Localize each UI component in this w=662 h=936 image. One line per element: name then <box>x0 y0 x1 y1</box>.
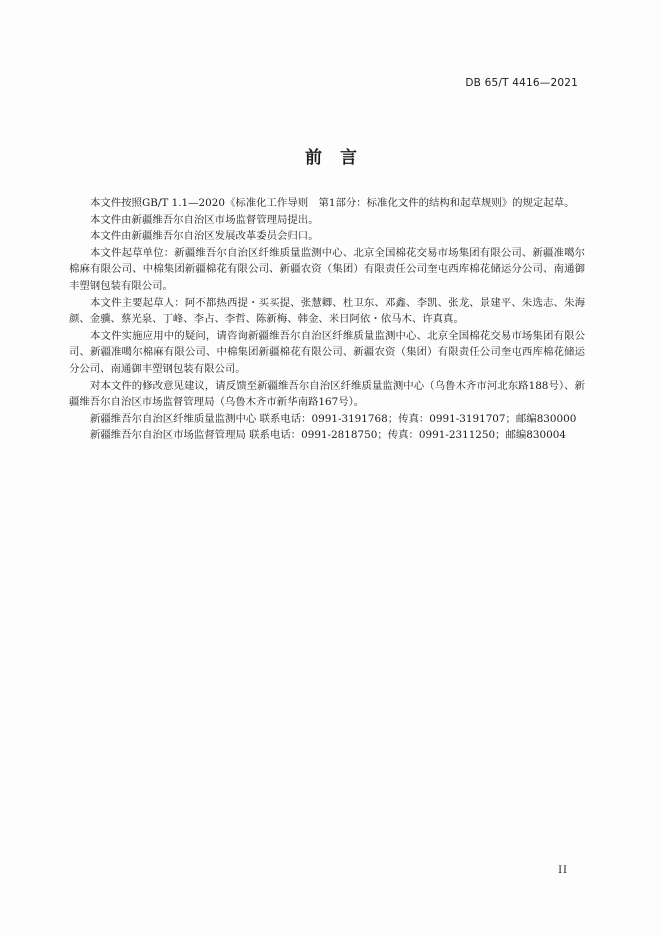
paragraph-proposer: 本文件由新疆维吾尔自治区市场监督管理局提出。 <box>90 213 319 226</box>
contact-line-fiber-center: 新疆维吾尔自治区纤维质量监测中心 联系电话：0991-3191768；传真：0991-3191707；邮编830000 <box>90 412 577 425</box>
page-number: II <box>558 865 568 876</box>
page-title: 前言 <box>305 148 375 168</box>
paragraph-drafters: 本文件主要起草人：阿不都热西提・买买提、张慧卿、杜卫东、邓鑫、李凯、张龙、景建平、朱选志、朱海颜、金骥、蔡光泉、丁峰、李占、李哲、陈新梅、韩金、米日阿依・依马木、许真真。 <box>69 296 585 326</box>
contact-line-market-bureau: 新疆维吾尔自治区市场监督管理局 联系电话：0991-2818750；传真：0991-2311250；邮编830004 <box>90 429 566 442</box>
paragraph-inquiries: 本文件实施应用中的疑问，请咨询新疆维吾尔自治区纤维质量监测中心、北京全国棉花交易市场集团有限公司、新疆准噶尔棉麻有限公司、中棉集团新疆棉花有限公司、新疆农资（集团）有限责任公司奎屯西库棉花储运分公司、南通御丰塑钢包装有限公司。 <box>69 329 585 375</box>
paragraph-drafting-basis: 本文件按照GB/T 1.1—2020《标准化工作导则 第1部分：标准化文件的结构和起草规则》的规定起草。 <box>90 197 575 209</box>
paragraph-centralized: 本文件由新疆维吾尔自治区发展改革委员会归口。 <box>90 230 319 243</box>
paragraph-drafting-units: 本文件起草单位：新疆维吾尔自治区纤维质量监测中心、北京全国棉花交易市场集团有限公司、新疆准噶尔棉麻有限公司、中棉集团新疆棉花有限公司、新疆农资（集团）有限责任公司奎屯西库棉花储运分公司、南通御丰塑钢包装有限公司。 <box>69 246 585 292</box>
standard-code: DB 65/T 4416—2021 <box>465 77 578 89</box>
foreword-body <box>69 195 585 444</box>
paragraph-feedback: 对本文件的修改意见建议，请反馈至新疆维吾尔自治区纤维质量监测中心（乌鲁木齐市河北东路188号）、新疆维吾尔自治区市场监督管理局（乌鲁木齐市新华南路167号）。 <box>69 379 585 409</box>
